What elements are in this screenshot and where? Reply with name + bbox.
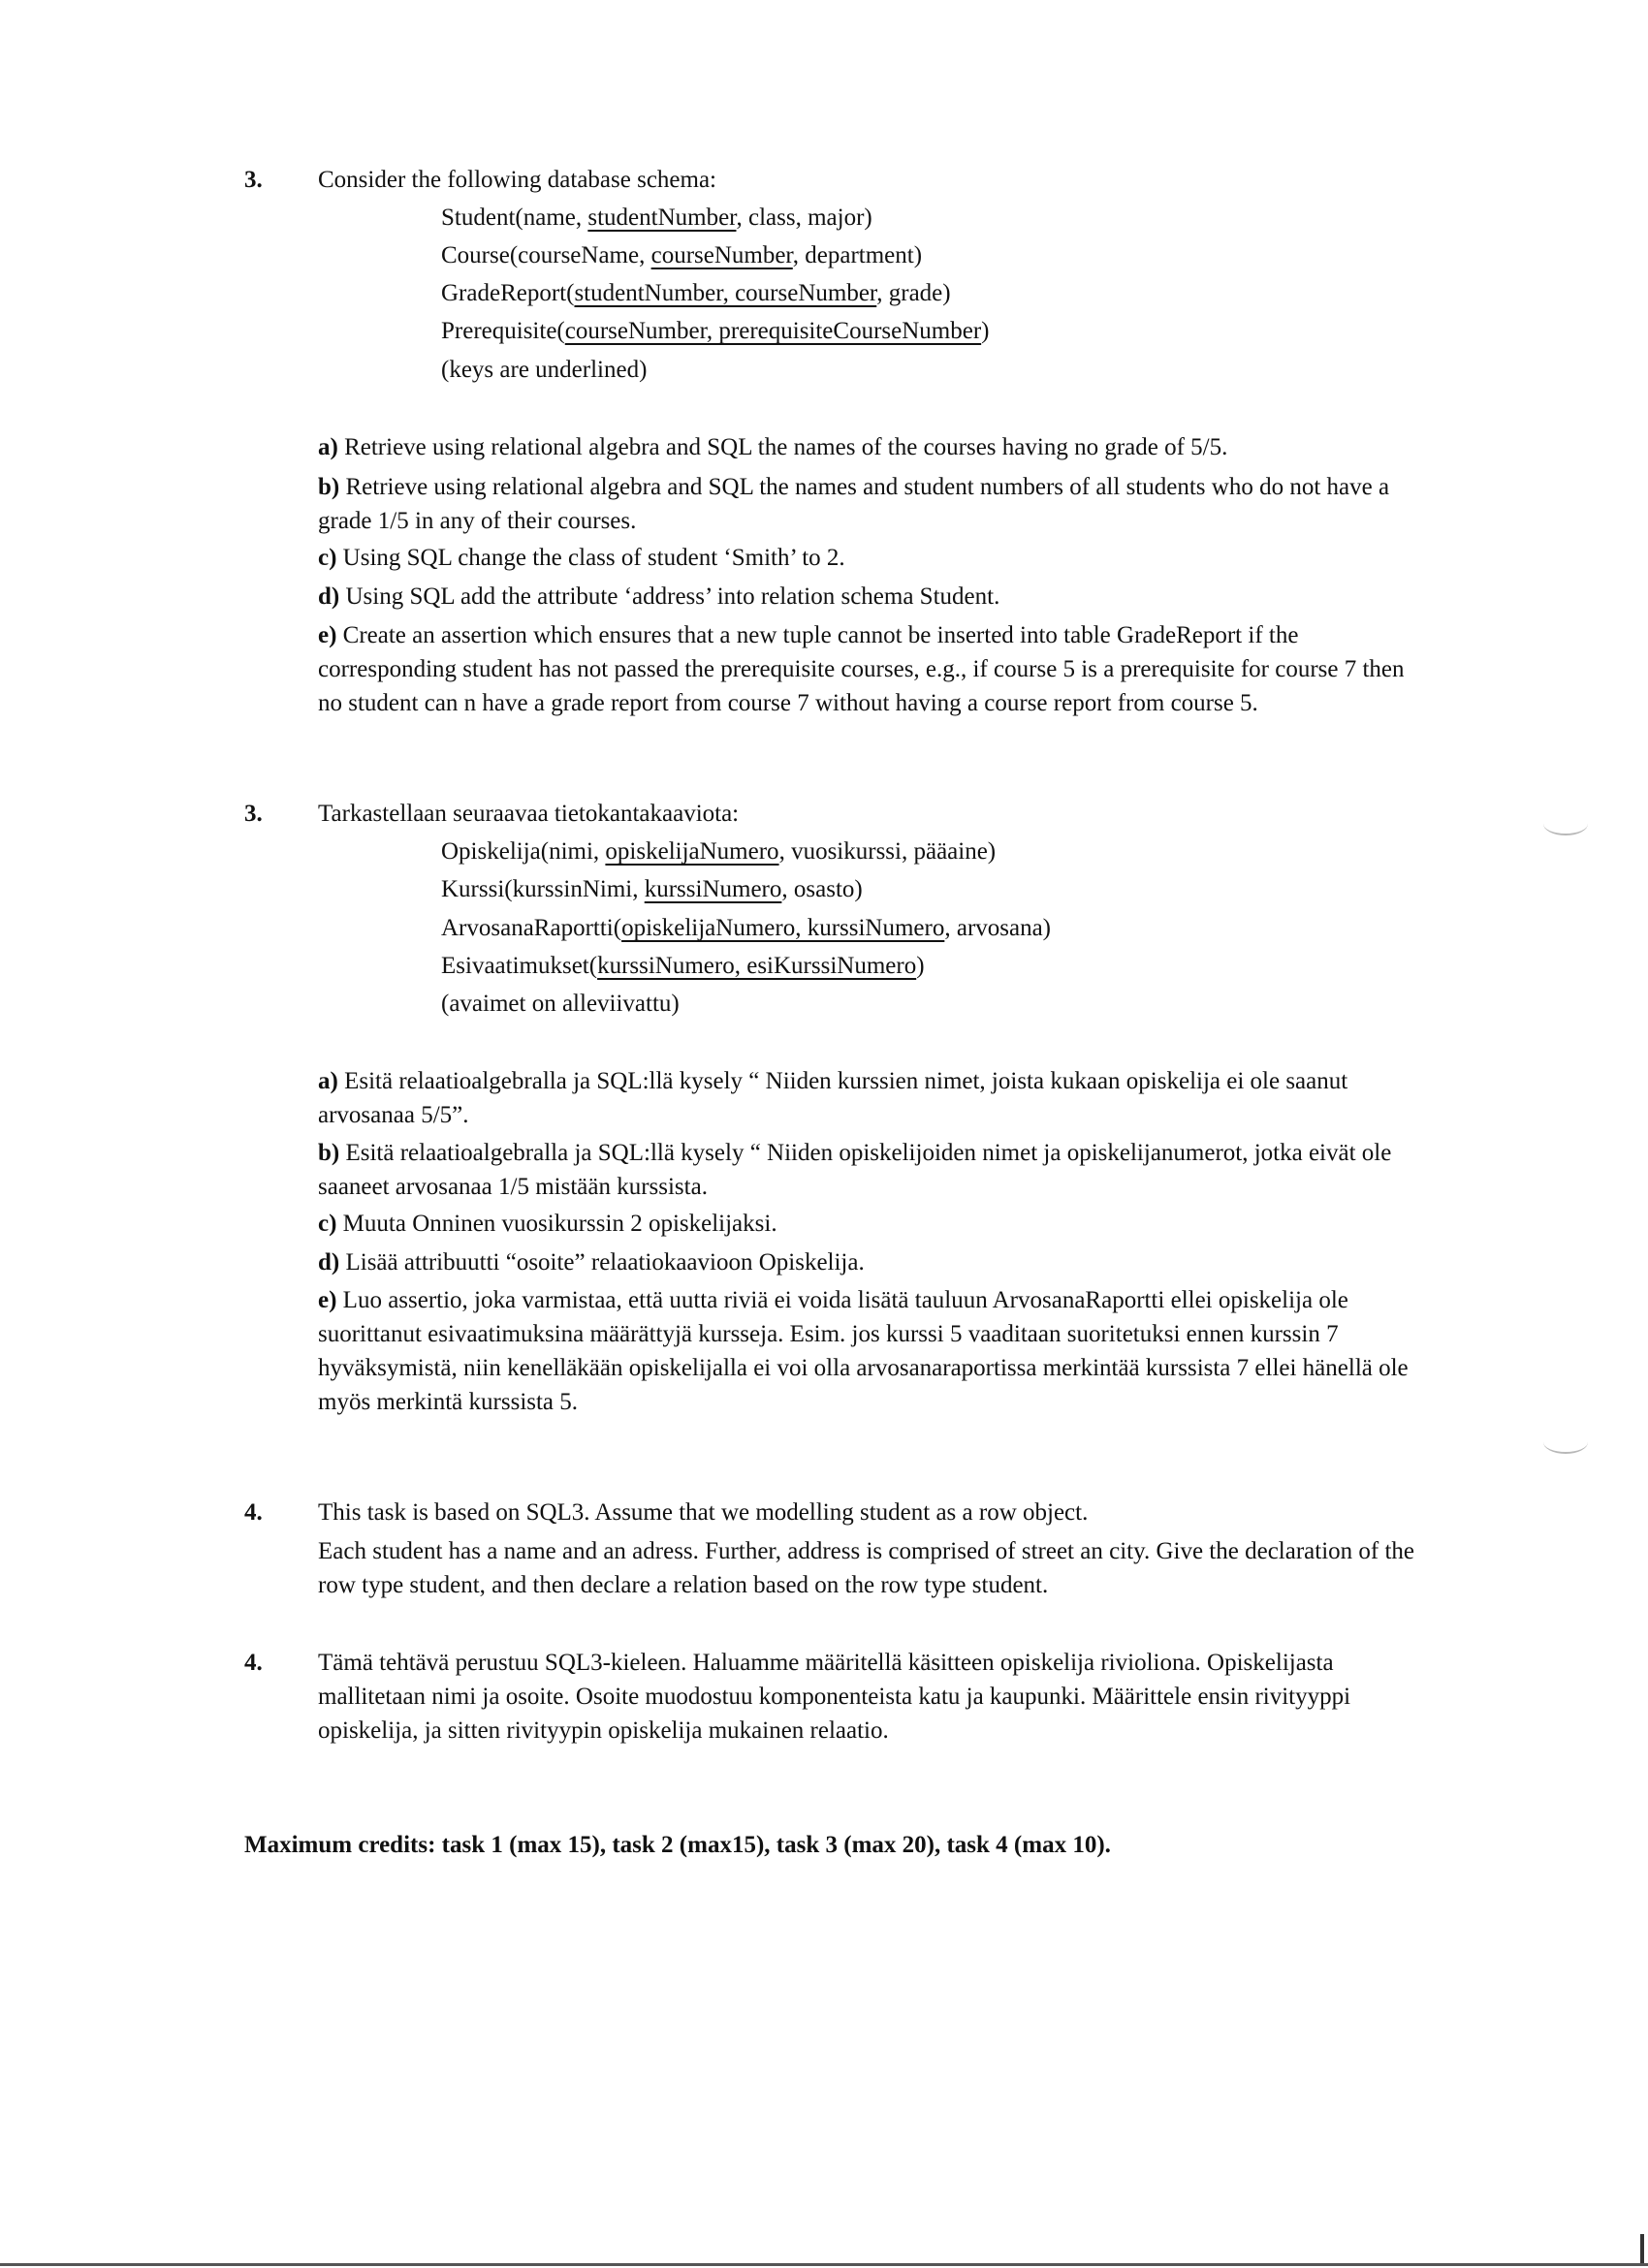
task-part: c) Muuta Onninen vuosikurssin 2 opiskelijaksi. [318,1211,777,1237]
task-part: d) Lisää attribuutti “osoite” relaatiokaavioon Opiskelija. [318,1249,865,1276]
task-part: e) Luo assertio, joka varmistaa, että uutta riviä ei voida lisätä tauluun ArvosanaRaportti ellei opiskelija ole suorittanut esivaatimuksina määrättyjä kursseja. Esim. jos kurssi 5 vaaditaan suoritetuksi ennen kurssin 7 hyväksymistä, niin kenelläkään opiskelijalla ei voi olla arvosanaraportissa merkintää kurssista 7 ellei hänellä ole myös merkintä kurssista 5. [318,1287,1409,1415]
credits-summary: Maximum credits: task 1 (max 15), task 2 (max15), task 3 (max 20), task 4 (max 10). [244,1832,1111,1858]
key-attributes: kurssiNumero [644,876,782,902]
punch-hole-mark [1543,1431,1588,1454]
schema-note: (avaimet on alleviivattu) [441,991,680,1017]
task-part: d) Using SQL add the attribute ‘address’ into relation schema Student. [318,583,1000,610]
question-text: Each student has a name and an adress. Further, address is comprised of street an city. Give the declaration of the row type student, and then declare a relation based on the row type student. [318,1538,1415,1598]
schema-line: Student(name, studentNumber, class, major) [441,205,872,231]
schema-line: Opiskelija(nimi, opiskelijaNumero, vuosikurssi, pääaine) [441,838,997,865]
schema-line: Kurssi(kurssinNimi, kurssiNumero, osasto) [441,876,863,902]
key-attributes: courseNumber [650,242,793,268]
task-part: a) Retrieve using relational algebra and SQL the names of the courses having no grade of 5/5. [318,434,1228,460]
question-number: 3. [244,167,263,193]
task-part: a) Esitä relaatioalgebralla ja SQL:llä kysely “ Niiden kurssien nimet, joista kukaan opiskelija ei ole saanut arvosanaa 5/5”. [318,1068,1348,1128]
question-text: This task is based on SQL3. Assume that we modelling student as a row object. [318,1499,1089,1526]
key-attributes: kurssiNumero, esiKurssiNumero [597,953,917,979]
scan-edge [0,2263,1648,2266]
schema-line: ArvosanaRaportti(opiskelijaNumero, kurssiNumero, arvosana) [441,915,1052,941]
question-intro: Tarkastellaan seuraavaa tietokantakaaviota: [318,801,740,827]
schema-line: GradeReport(studentNumber, courseNumber, grade) [441,280,951,306]
key-attributes: opiskelijaNumero [605,838,779,865]
question-intro: Consider the following database schema: [318,167,716,193]
task-part: e) Create an assertion which ensures that a new tuple cannot be inserted into table GradeReport if the corresponding student has not passed the prerequisite courses, e.g., if course 5 is a prerequisite for course 7 then no student can n have a grade report from course 7 without having a course report from course 5. [318,622,1405,716]
schema-line: Course(courseName, courseNumber, department) [441,242,923,268]
question-number: 4. [244,1499,263,1526]
scan-edge-mark [1640,2234,1644,2263]
task-part: b) Esitä relaatioalgebralla ja SQL:llä kysely “ Niiden opiskelijoiden nimet ja opiskelijanumerot, jotka eivät ole saaneet arvosanaa 1/5 mistään kurssista. [318,1140,1392,1200]
key-attributes: studentNumber [587,205,737,231]
task-part: c) Using SQL change the class of student ‘Smith’ to 2. [318,545,845,571]
question-number: 3. [244,801,263,827]
punch-hole-mark [1543,812,1588,835]
key-attributes: opiskelijaNumero, kurssiNumero [621,915,945,941]
schema-note: (keys are underlined) [441,357,648,383]
question-number: 4. [244,1650,263,1676]
schema-line: Esivaatimukset(kurssiNumero, esiKurssiNumero) [441,953,925,979]
task-part: b) Retrieve using relational algebra and SQL the names and student numbers of all students who do not have a grade 1/5 in any of their courses. [318,474,1390,534]
question-text: Tämä tehtävä perustuu SQL3-kieleen. Haluamme määritellä käsitteen opiskelija rivioliona. Opiskelijasta mallitetaan nimi ja osoite. Osoite muodostuu komponenteista katu ja kaupunki. Määrittele ensin rivityyppi opiskelija, ja sitten rivityypin opiskelija mukainen relaatio. [318,1650,1351,1744]
schema-line: Prerequisite(courseNumber, prerequisiteCourseNumber) [441,318,990,344]
key-attributes: studentNumber, courseNumber [574,280,877,306]
key-attributes: courseNumber, prerequisiteCourseNumber [564,318,982,344]
